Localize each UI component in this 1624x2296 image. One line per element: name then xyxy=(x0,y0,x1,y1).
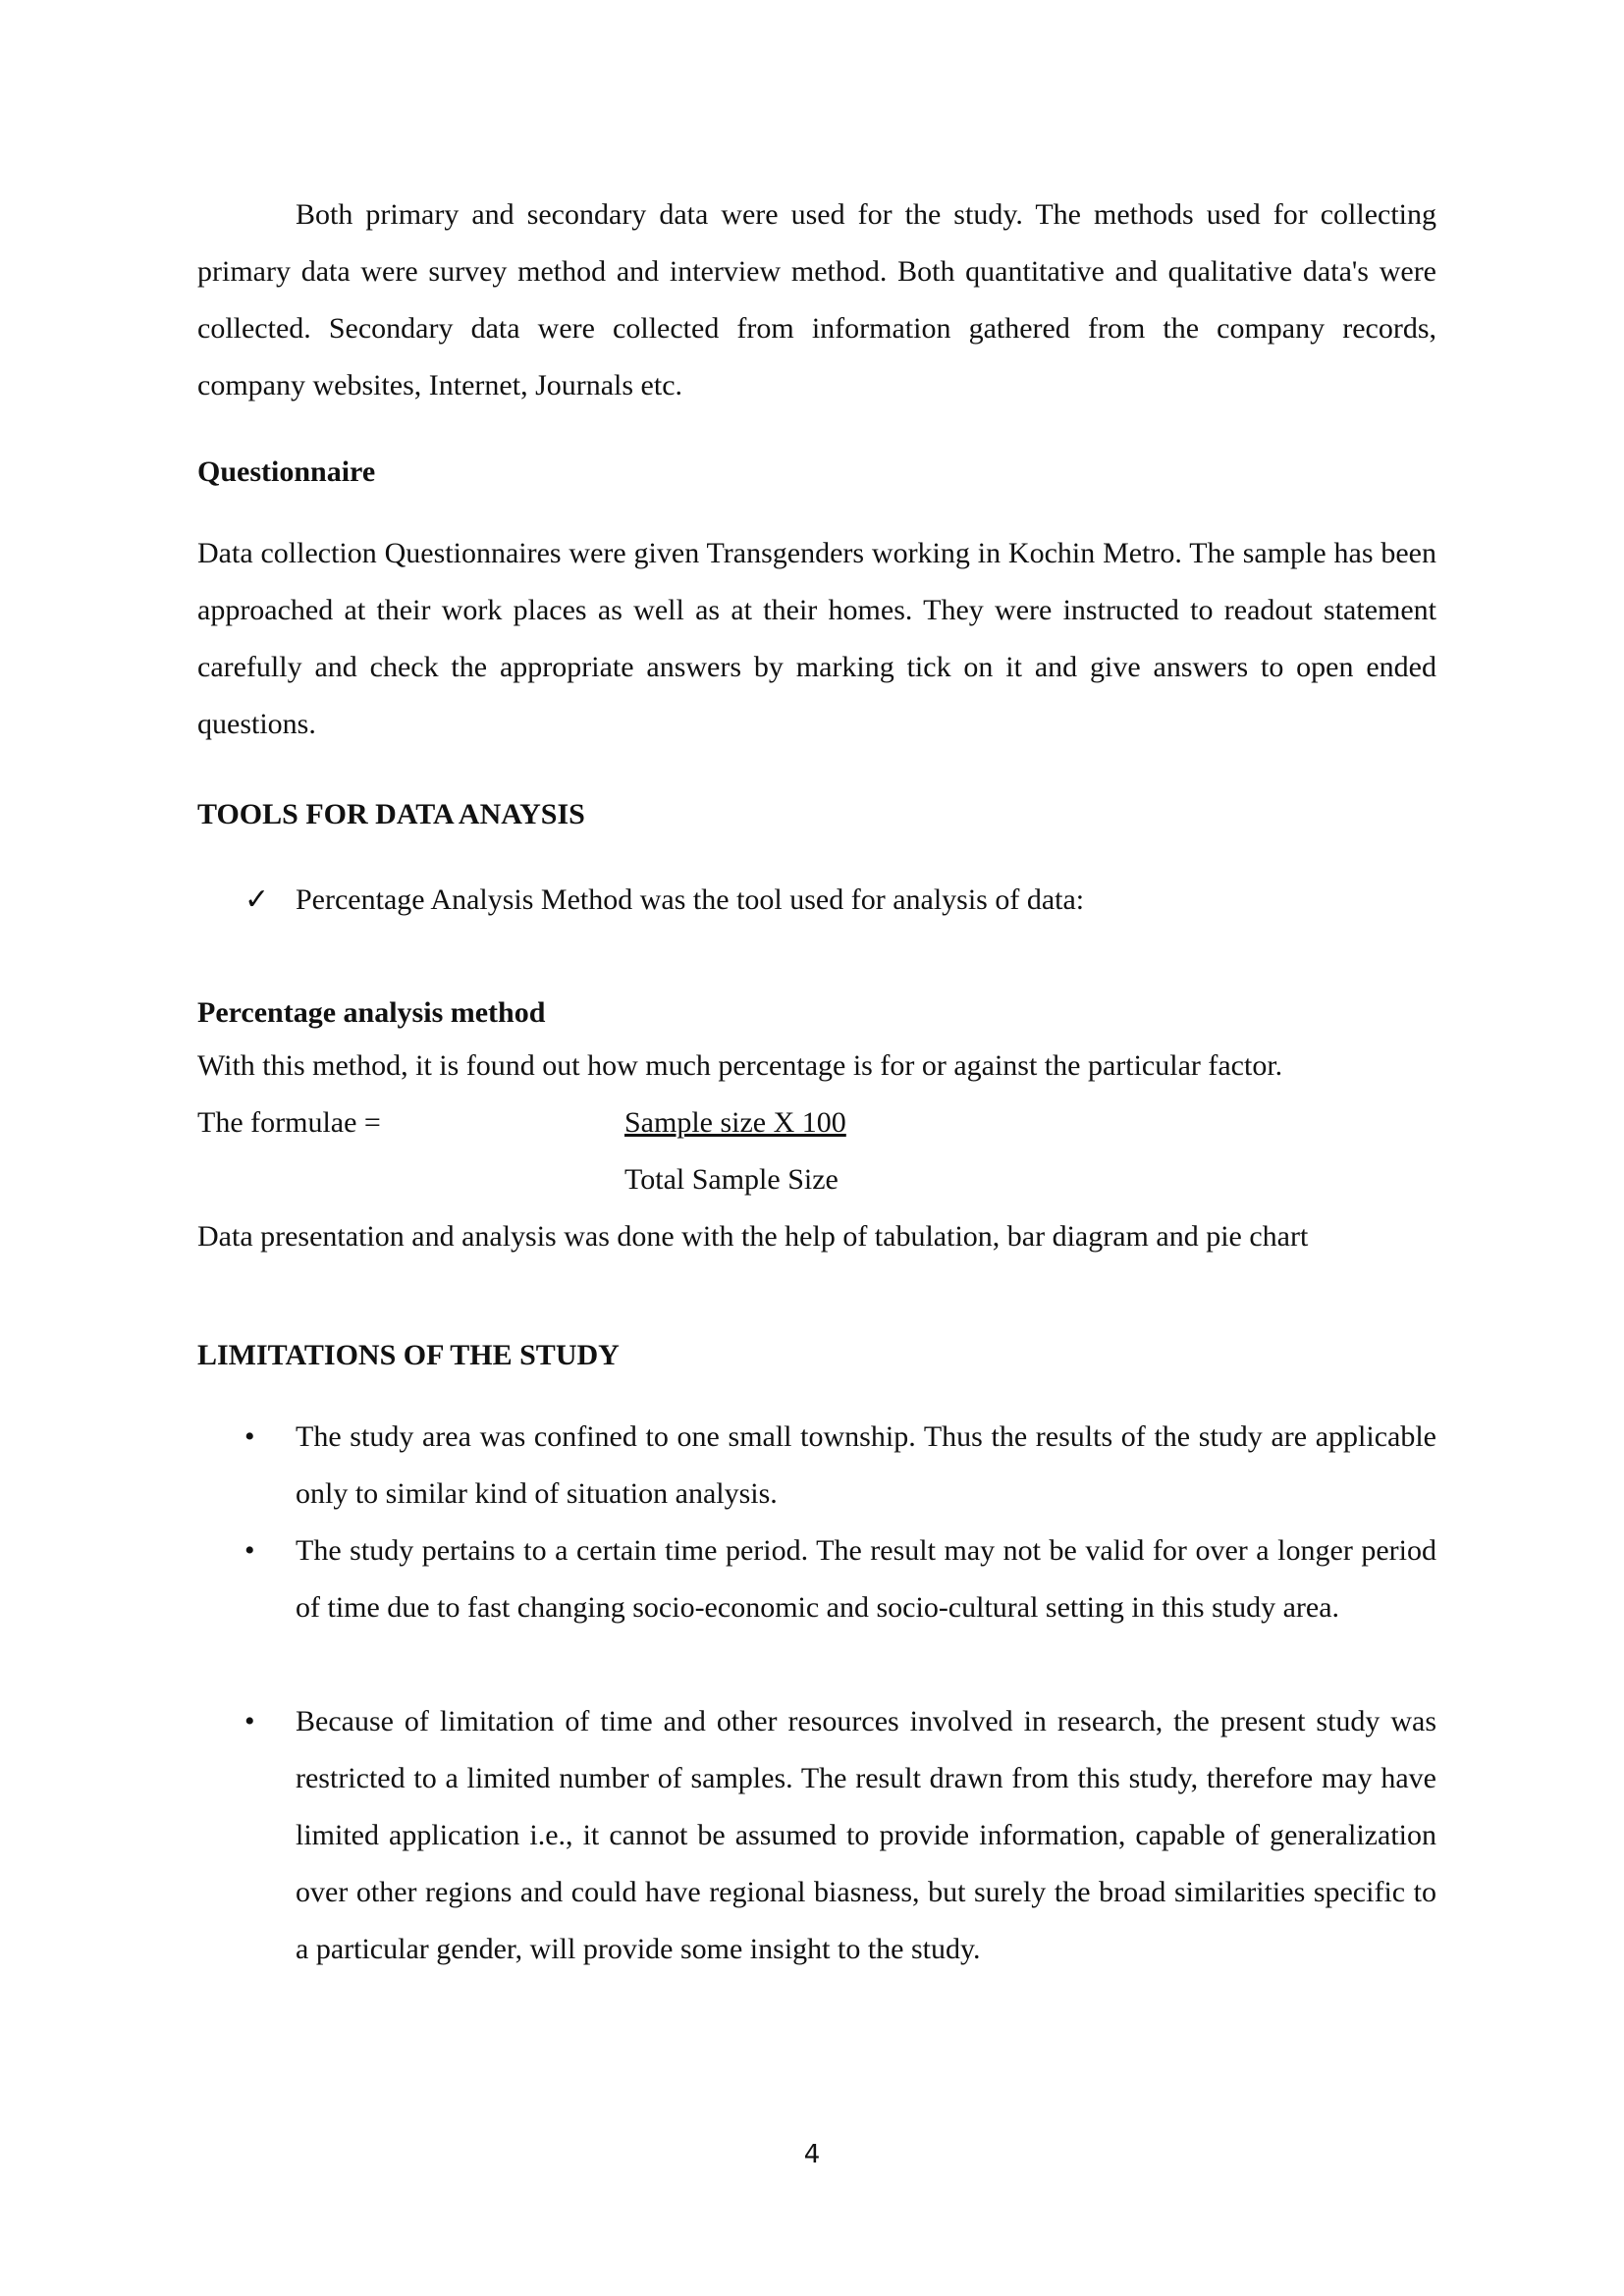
formula-label: The formulae = xyxy=(197,1106,381,1139)
limitation-item xyxy=(197,1522,1436,1636)
tools-list-item xyxy=(197,872,1436,929)
limitation-text: The study area was confined to one small township. Thus the results of the study are applicable only to similar kind of situation analysis. xyxy=(296,1420,1436,1510)
tools-item-text: Percentage Analysis Method was the tool used for analysis of data: xyxy=(296,883,1085,916)
questionnaire-heading: Questionnaire xyxy=(197,455,376,488)
bullet-icon: • xyxy=(244,1534,255,1567)
limitation-item xyxy=(197,1693,1436,1978)
limitations-heading: LIMITATIONS OF THE STUDY xyxy=(197,1339,620,1371)
questionnaire-paragraph: Data collection Questionnaires were given Transgenders working in Kochin Metro. The sample has been approached at their work places as well as at their homes. They were instructed to readout statement carefully and check the appropriate answers by marking tick on it and give answers to open ended questions. xyxy=(197,537,1436,740)
presentation-paragraph: Data presentation and analysis was done with the help of tabulation, bar diagram and pie chart xyxy=(197,1220,1309,1253)
formula-numerator: Sample size X 100 xyxy=(624,1106,846,1139)
limitation-text: The study pertains to a certain time period. The result may not be valid for over a longer period of time due to fast changing socio-economic and socio-cultural setting in this study area. xyxy=(296,1534,1436,1624)
checkmark-icon: ✓ xyxy=(244,883,270,916)
formula xyxy=(197,1095,381,1151)
percentage-description: With this method, it is found out how much percentage is for or against the particular factor. xyxy=(197,1049,1283,1082)
percentage-heading: Percentage analysis method xyxy=(197,996,546,1029)
limitation-text: Because of limitation of time and other resources involved in research, the present study was restricted to a limited number of samples. The result drawn from this study, therefore may have limited application i.e., it cannot be assumed to provide information, capable of generalization over other regions and could have regional biasness, but surely the broad similarities specific to a particular gender, will provide some insight to the study. xyxy=(296,1705,1436,1965)
intro-paragraph: Both primary and secondary data were used for the study. The methods used for collecting primary data were survey method and interview method. Both quantitative and qualitative data's were collected. Secondary data were collected from information gathered from the company records, company websites, Internet, Journals etc. xyxy=(197,198,1436,401)
limitation-item xyxy=(197,1409,1436,1522)
tools-heading: TOOLS FOR DATA ANAYSIS xyxy=(197,798,585,830)
page-number: 4 xyxy=(803,2140,821,2169)
bullet-icon: • xyxy=(244,1705,255,1737)
bullet-icon: • xyxy=(244,1420,255,1453)
formula-denominator: Total Sample Size xyxy=(624,1163,839,1196)
